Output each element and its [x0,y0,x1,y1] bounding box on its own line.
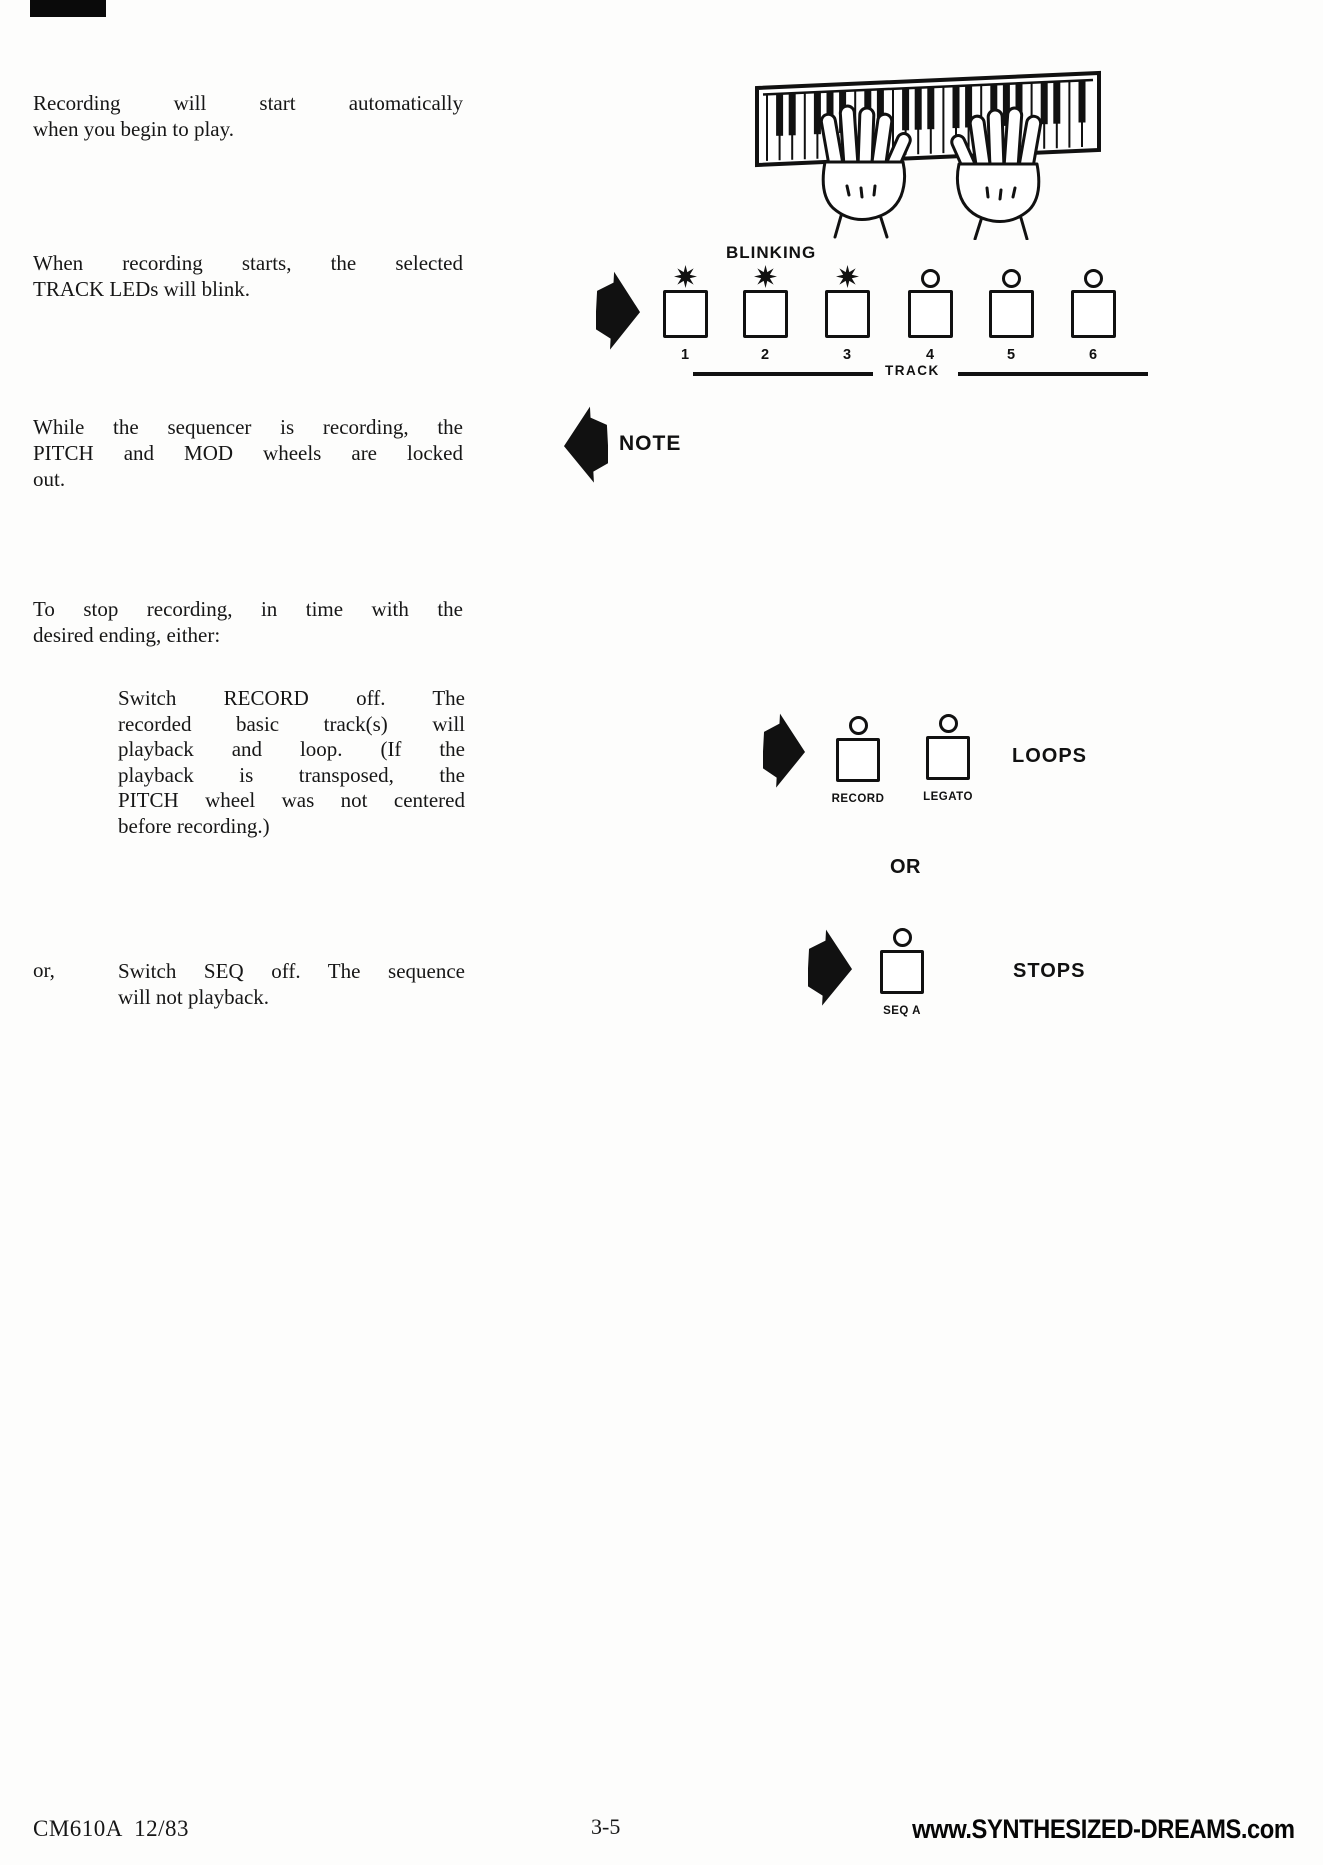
track-button-6[interactable] [1071,261,1115,363]
seq-a-button-square[interactable] [880,950,924,994]
paragraph-switch-seq-off: Switch SEQ off. The sequence will not playback. [118,959,465,1009]
track-button-square[interactable] [908,290,953,338]
blinking-label: BLINKING [726,243,817,262]
track-number: 6 [1088,347,1098,363]
track-button-1[interactable] [663,261,707,363]
off-led-icon [1084,269,1103,288]
stops-caption: STOPS [1013,960,1086,982]
off-led-icon [849,716,868,735]
document-id: CM610A 12/83 [33,1816,190,1841]
track-button-square[interactable] [989,290,1034,338]
blinking-led-icon [674,265,697,288]
track-button-5[interactable] [989,261,1033,363]
scan-artifact-bar [30,0,106,17]
track-button-square[interactable] [1071,290,1116,338]
seq-a-label: SEQ A [883,1005,921,1017]
right-arrow-icon [763,712,807,792]
legato-label: LEGATO [923,791,973,803]
record-label: RECORD [831,793,885,805]
record-button-square[interactable] [836,738,880,782]
loops-caption: LOOPS [1012,745,1088,767]
or-label: OR [890,856,921,878]
paragraph-recording-start: Recording will start automatically when you begin to play. [33,91,463,141]
paragraph-wheels-locked: While the sequencer is recording, the PITCH and MOD wheels are locked out. [33,415,463,491]
off-led-icon [1002,269,1021,288]
page-number: 3-5 [591,1814,621,1839]
off-led-icon [893,928,912,947]
watermark: www.SYNTHESIZED-DREAMS.com [912,1814,1295,1844]
paragraph-track-leds: When recording starts, the selected TRACK LEDs will blink. [33,251,463,301]
blinking-led-icon [836,265,859,288]
track-button-square[interactable] [663,290,708,338]
paragraph-stop-recording: To stop recording, in time with the desired ending, either: [33,597,463,647]
track-label: TRACK [885,363,940,378]
track-number: 5 [1006,347,1016,363]
or-prefix: or, [33,958,55,982]
track-number: 1 [680,347,690,363]
track-button-square[interactable] [743,290,788,338]
off-led-icon [921,269,940,288]
left-arrow-icon [562,406,608,486]
seq-a-button[interactable] [870,927,934,1017]
track-rule-left [693,372,873,376]
blinking-led-icon [754,265,777,288]
track-button-2[interactable] [743,261,787,363]
right-arrow-icon [808,928,854,1010]
track-button-square[interactable] [825,290,870,338]
track-number: 3 [842,347,852,363]
legato-button-square[interactable] [926,736,970,780]
track-number: 4 [925,347,935,363]
track-rule-right [958,372,1148,376]
paragraph-switch-record-off: Switch RECORD off. The recorded basic track(s) will playback and loop. (If the playback is transposed, the PITCH wheel was not centered before recording.) [118,686,465,838]
track-button-3[interactable] [825,261,869,363]
track-button-4[interactable] [908,261,952,363]
right-arrow-icon [596,270,642,354]
legato-button[interactable] [916,713,980,803]
track-number: 2 [760,347,770,363]
note-label: NOTE [619,432,682,455]
keyboard-hands-illustration [753,58,1109,240]
off-led-icon [939,714,958,733]
record-button[interactable] [826,715,890,805]
